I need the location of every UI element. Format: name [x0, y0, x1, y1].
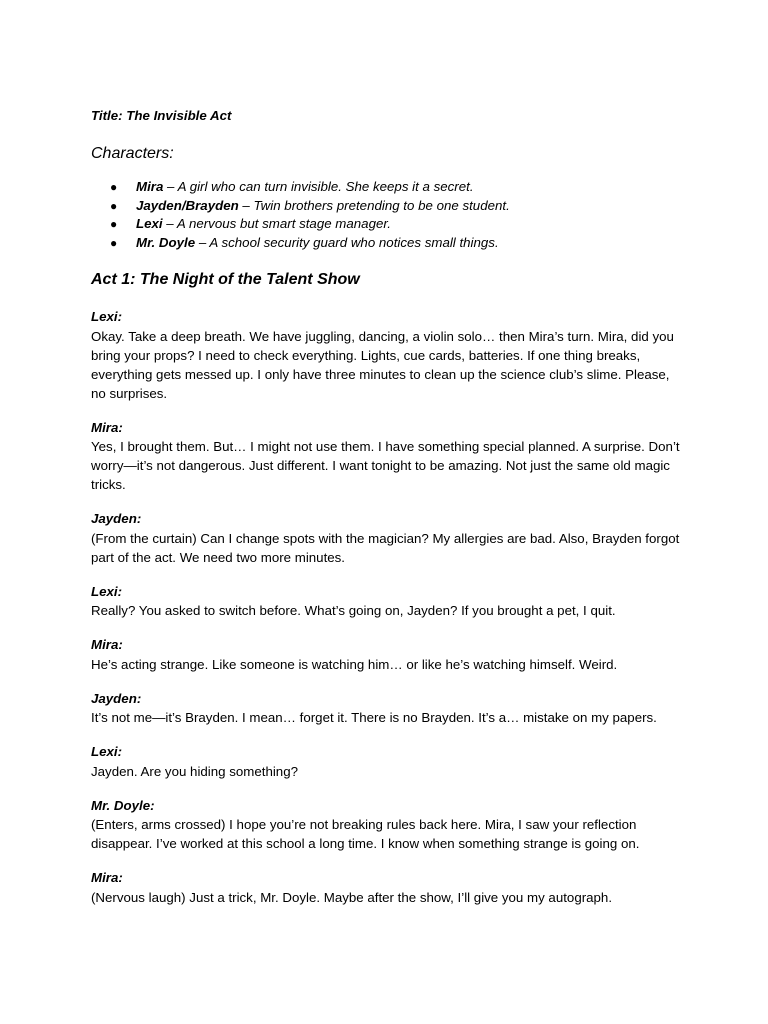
bullet-icon: ●	[110, 235, 118, 250]
document-page	[91, 108, 681, 923]
speaker-name: Mira:	[91, 637, 123, 652]
act-heading: Act 1: The Night of the Talent Show	[91, 271, 360, 288]
character-description: – A nervous but smart stage manager.	[162, 216, 391, 231]
dialogue-text: (Enters, arms crossed) I hope you’re not breaking rules back here. Mira, I saw your reflection disappear. I’ve worked at this school a long time. I know when something strange is going on.	[91, 817, 640, 851]
title-text: The Invisible Act	[126, 108, 232, 123]
speaker-name: Lexi:	[91, 583, 123, 599]
speaker-name: Jayden:	[91, 690, 142, 706]
dialogue-block	[91, 308, 681, 403]
dialogue-text: Really? You asked to switch before. What’s going on, Jayden? If you brought a pet, I quit.	[91, 603, 616, 618]
character-description: – Twin brothers pretending to be one student.	[238, 197, 510, 213]
bullet-icon: ●	[110, 217, 118, 231]
dialogue-block	[91, 419, 681, 495]
dialogue-text: Okay. Take a deep breath. We have juggling, dancing, a violin solo… then Mira’s turn. Mira, did you bring your props? I need to check everything. Lights, cue cards, batteries. If one thing breaks, everything gets messed up. I only have three minutes to clean up the science club’s slime. Please, no surprises.	[91, 328, 674, 401]
speaker-name: Mr. Doyle:	[91, 797, 155, 813]
dialogue-text: It’s not me—it’s Brayden. I mean… forget it. There is no Brayden. It’s a… mistake on my papers.	[91, 710, 657, 725]
speaker-name: Mira:	[91, 870, 123, 885]
document-title	[91, 108, 681, 124]
character-description: – A girl who can turn invisible. She keeps it a secret.	[163, 179, 474, 194]
dialogue-block	[91, 743, 681, 781]
bullet-icon: ●	[110, 180, 118, 194]
speaker-name: Lexi:	[91, 744, 123, 759]
character-name: Mr. Doyle	[136, 234, 196, 250]
character-name: Mira	[136, 179, 164, 194]
character-list	[91, 178, 681, 252]
speaker-name: Lexi:	[91, 309, 123, 324]
dialogue-text: He’s acting strange. Like someone is watching him… or like he’s watching himself. Weird.	[91, 656, 618, 672]
dialogue-block	[91, 636, 681, 674]
character-name: Jayden/Brayden	[136, 197, 239, 213]
dialogue-block	[91, 797, 681, 854]
characters-heading: Characters:	[91, 145, 174, 162]
dialogue-text: Jayden. Are you hiding something?	[91, 763, 298, 779]
dialogue-block	[91, 690, 681, 728]
dialogue-text: (Nervous laugh) Just a trick, Mr. Doyle. Maybe after the show, I’ll give you my autograph.	[91, 889, 613, 905]
dialogue-block	[91, 583, 681, 621]
title-label: Title:	[91, 108, 123, 123]
character-item	[91, 178, 681, 197]
dialogue-block	[91, 510, 681, 567]
character-item	[91, 197, 681, 216]
character-description: – A school security guard who notices small things.	[195, 234, 499, 250]
character-item	[91, 234, 681, 253]
dialogue-text: Yes, I brought them. But… I might not use them. I have something special planned. A surprise. Don’t worry—it’s not dangerous. Just different. I want tonight to be amazing. Not just the same old magic tricks.	[91, 439, 680, 492]
character-item	[91, 215, 681, 234]
bullet-icon: ●	[110, 198, 118, 213]
script-body	[91, 308, 681, 907]
dialogue-block	[91, 869, 681, 907]
speaker-name: Jayden:	[91, 511, 142, 526]
character-name: Lexi	[136, 216, 163, 231]
speaker-name: Mira:	[91, 419, 123, 435]
dialogue-text: (From the curtain) Can I change spots with the magician? My allergies are bad. Also, Brayden forgot part of the act. We need two more minutes.	[91, 530, 680, 565]
